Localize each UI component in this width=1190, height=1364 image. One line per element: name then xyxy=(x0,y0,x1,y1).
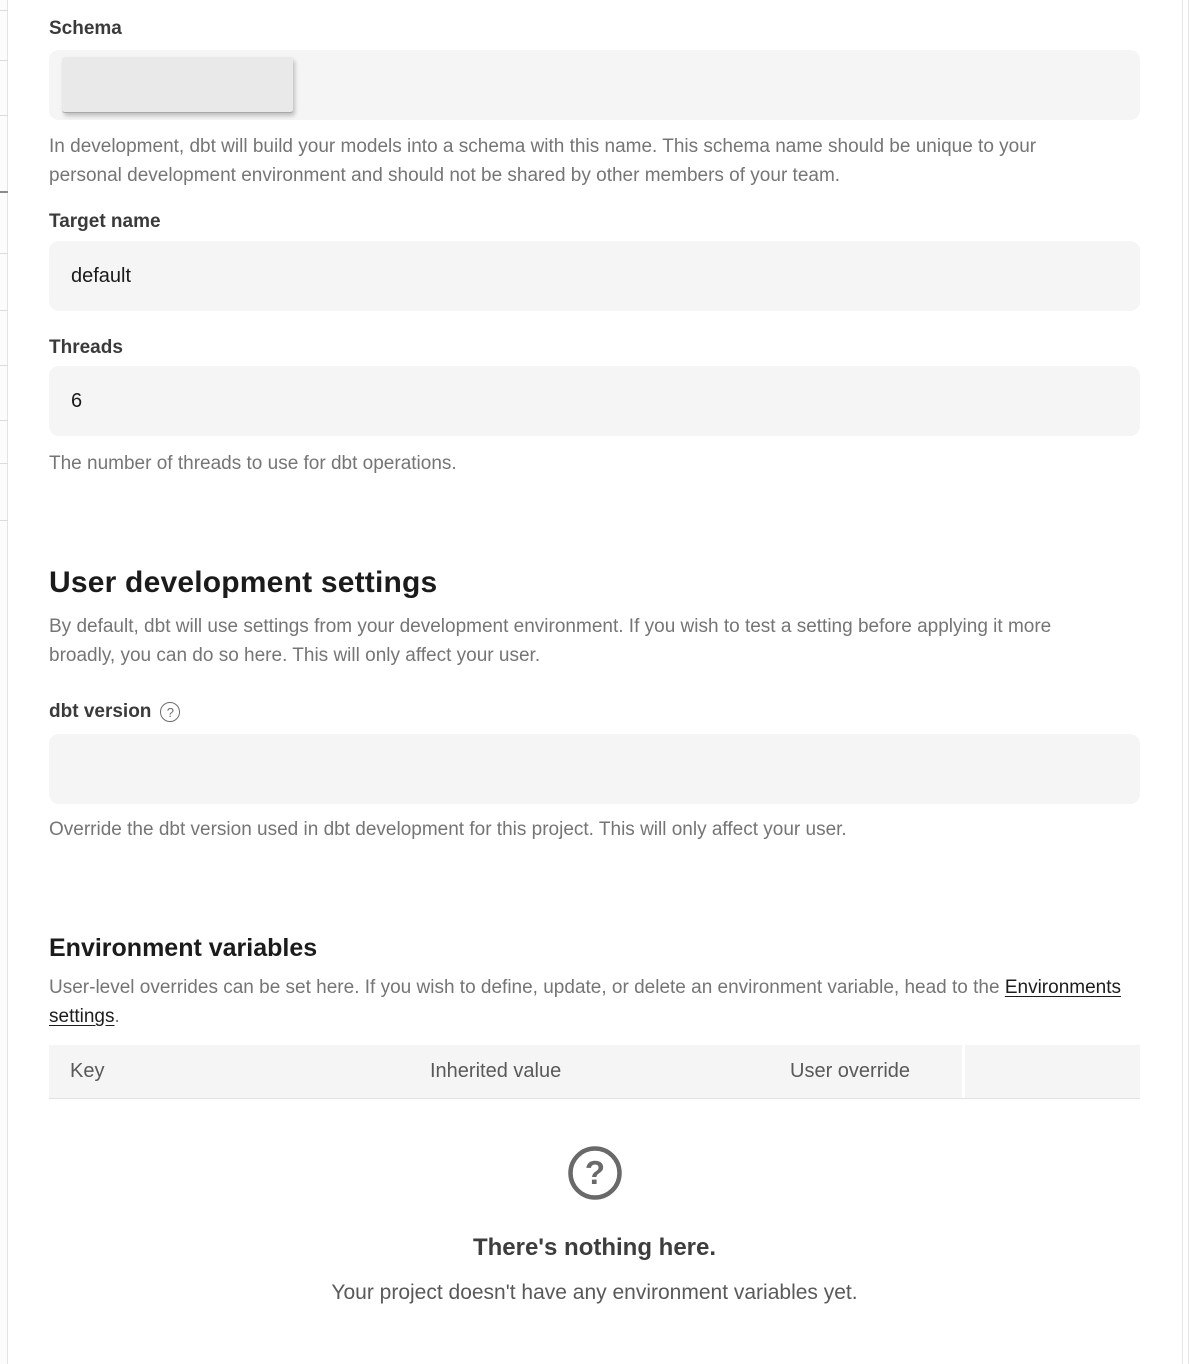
threads-value: 6 xyxy=(71,389,83,412)
schema-label: Schema xyxy=(49,18,122,39)
empty-state-title: There's nothing here. xyxy=(472,1234,717,1261)
description-text-after-link: . xyxy=(114,1006,120,1027)
dbt-version-input[interactable] xyxy=(49,734,1140,804)
threads-label: Threads xyxy=(49,337,123,358)
question-circle-empty-icon xyxy=(49,1145,1140,1206)
target-name-input[interactable] xyxy=(49,241,1140,311)
schema-input[interactable] xyxy=(49,50,1140,120)
target-name-label: Target name xyxy=(49,211,161,232)
empty-state-subtitle: Your project doesn't have any environment variables yet. xyxy=(331,1281,858,1304)
schema-value-placeholder xyxy=(62,57,293,113)
schema-help-text: In development, dbt will build your models into a schema with this name. This schema name should be unique to your personal development environment and should not be shared by other members of your team. xyxy=(49,136,1037,186)
column-header-key: Key xyxy=(70,1060,105,1082)
column-header-inherited-value: Inherited value xyxy=(430,1060,562,1082)
svg-text:?: ? xyxy=(584,1154,605,1191)
user-development-settings-description: By default, dbt will use settings from your development environment. If you wish to test a setting before applying it more broadly, you can do so here. This will only affect your user. xyxy=(49,616,1052,666)
column-header-actions xyxy=(962,1045,1140,1098)
environment-variables-title: Environment variables xyxy=(49,934,318,962)
environment-variables-table-header xyxy=(49,1045,1140,1099)
scrollbar-track[interactable] xyxy=(1182,0,1190,1364)
environment-variables-description xyxy=(49,973,1140,1031)
dbt-version-help-text: Override the dbt version used in dbt development for this project. This will only affect your user. xyxy=(49,819,847,840)
dbt-version-label: dbt version xyxy=(49,701,152,722)
question-circle-icon[interactable]: ? xyxy=(160,702,180,722)
user-development-settings-title: User development settings xyxy=(49,566,438,599)
settings-panel xyxy=(49,0,1140,1306)
column-header-user-override: User override xyxy=(790,1060,911,1082)
threads-help-text: The number of threads to use for dbt operations. xyxy=(49,453,457,474)
empty-state xyxy=(49,1145,1140,1306)
left-panel-edge xyxy=(0,0,8,1364)
description-text-before-link: User-level overrides can be set here. If you wish to define, update, or delete an environment variable, head to the xyxy=(49,977,1005,998)
environments-settings-link[interactable]: Environments settings xyxy=(49,977,1122,1027)
threads-input[interactable] xyxy=(49,366,1140,436)
target-name-value: default xyxy=(71,264,132,287)
